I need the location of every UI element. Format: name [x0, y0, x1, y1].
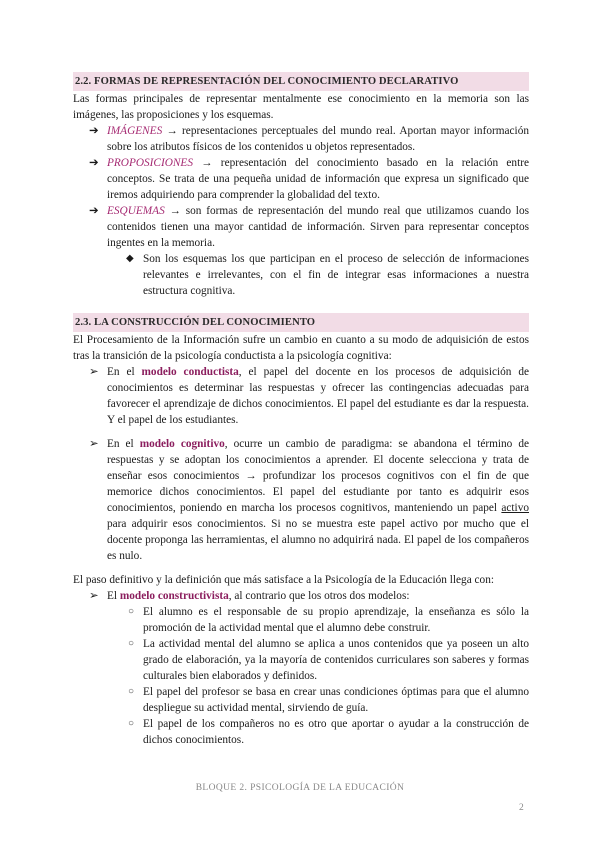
section-2-2-intro: Las formas principales de representar mentalmente ese conocimiento en la memoria son las imágenes, las proposiciones y los esquemas. [73, 93, 529, 121]
list-item-conductista [73, 364, 529, 428]
list-item-constructivista [73, 588, 529, 604]
list-item-cognitivo [73, 436, 529, 564]
constructivista-point [73, 684, 529, 716]
document-page [73, 72, 529, 748]
point-text: El papel del profesor se basa en crear unas condiciones óptimas para que el alumno despliegue su actividad mental, sirviendo de guía. [143, 686, 529, 714]
item-text: , el papel del docente en los procesos de adquisición de conocimientos es determinar las respuestas y ofrecer las contingencias adecuadas para favorecer el aprendizaje de dichos conocimientos. El papel del estudiante es dar la respuesta. Y el papel de los estudiantes. [107, 366, 529, 426]
circle-bullet-icon: ○ [128, 606, 135, 617]
term-imagenes: IMÁGENES [107, 125, 163, 137]
item-prefix: En el [107, 438, 140, 450]
term-modelo-cognitivo: modelo cognitivo [139, 438, 225, 450]
item-text: → representaciones perceptuales del mundo real. Aportan mayor información sobre los atributos físicos de los contenidos u objetos representados. [107, 125, 529, 153]
diamond-bullet-icon: ◆ [126, 253, 134, 264]
transition-paragraph: El paso definitivo y la definición que más satisface a la Psicología de la Educación llega con: [73, 574, 494, 586]
section-heading-2-3: 2.3. LA CONSTRUCCIÓN DEL CONOCIMIENTO [73, 313, 529, 332]
sub-item-esquemas [73, 251, 529, 299]
constructivista-point [73, 636, 529, 684]
constructivista-point [73, 716, 529, 748]
section-2-3-intro: El Procesamiento de la Información sufre un cambio en cuanto a su modo de adquisición de estos tras la transición de la psicología conductista a la psicología cognitiva: [73, 334, 529, 362]
arrow-right-icon: ➔ [89, 157, 99, 169]
term-proposiciones: PROPOSICIONES [107, 157, 193, 169]
circle-bullet-icon: ○ [128, 686, 135, 697]
constructivista-point [73, 604, 529, 636]
list-item-imagenes [73, 123, 529, 155]
arrow-right-icon: ➔ [89, 205, 99, 217]
circle-bullet-icon: ○ [128, 718, 135, 729]
point-text: El papel de los compañeros no es otro que aportar o ayudar a la construcción de dichos conocimientos. [143, 718, 529, 746]
item-text: → son formas de representación del mundo real que utilizamos cuando los contenidos tienen una mayor cantidad de información. Sirven para representar conceptos ingentes en la memoria. [107, 205, 529, 249]
item-text: , al contrario que los otros dos modelos: [228, 590, 410, 602]
point-text: La actividad mental del alumno se aplica a unos contenidos que ya poseen un alto grado de elaboración, ya la mayoría de contenidos curriculares son saberes y formas culturales bien elaborados y definidos. [143, 638, 529, 682]
item-prefix: En el [107, 366, 142, 378]
term-modelo-conductista: modelo conductista [141, 366, 239, 378]
page-footer: BLOQUE 2. PSICOLOGÍA DE LA EDUCACIÓN [195, 783, 405, 793]
term-modelo-constructivista: modelo constructivista [119, 590, 229, 602]
sub-item-text: Son los esquemas los que participan en el proceso de selección de informaciones relevantes e irrelevantes, con el fin de integrar esas informaciones a nuestra estructura cognitiva. [143, 253, 529, 297]
item-text: para adquirir esos conocimientos. Si no se muestra este papel activo por mucho que el docente proponga las herramientas, el alumno no adquirirá nada. El papel de los compañeros es nulo. [107, 518, 529, 562]
underlined-word: activo [501, 502, 529, 514]
list-item-esquemas [73, 203, 529, 251]
page-number: 2 [519, 803, 524, 813]
list-item-proposiciones [73, 155, 529, 203]
triangle-bullet-icon: ➢ [89, 438, 99, 450]
item-text: , ocurre un cambio de paradigma: se abandona el término de respuestas y se adoptan los conocimientos a aprender. El docente selecciona y trata de enseñar esos conocimientos → profundizar los procesos cognitivos con el fin de que memorice dichos conocimientos. El papel del estudiante por tanto es adquirir esos conocimientos, poniendo en marcha los procesos cognitivos, manteniendo un papel [107, 438, 529, 514]
circle-bullet-icon: ○ [128, 638, 135, 649]
point-text: El alumno es el responsable de su propio aprendizaje, la enseñanza es sólo la promoción de la actividad mental que el alumno debe construir. [143, 606, 529, 634]
item-prefix: El [107, 590, 120, 602]
triangle-bullet-icon: ➢ [89, 366, 99, 378]
item-text: → representación del conocimiento basado en la relación entre conceptos. Se trata de una pequeña unidad de información que expresa un significado que iremos adquiriendo para comprender la globalidad del texto. [107, 157, 529, 201]
triangle-bullet-icon: ➢ [89, 590, 99, 602]
section-heading-2-2: 2.2. FORMAS DE REPRESENTACIÓN DEL CONOCIMIENTO DECLARATIVO [73, 72, 529, 91]
term-esquemas: ESQUEMAS [107, 205, 165, 217]
arrow-right-icon: ➔ [89, 125, 99, 137]
